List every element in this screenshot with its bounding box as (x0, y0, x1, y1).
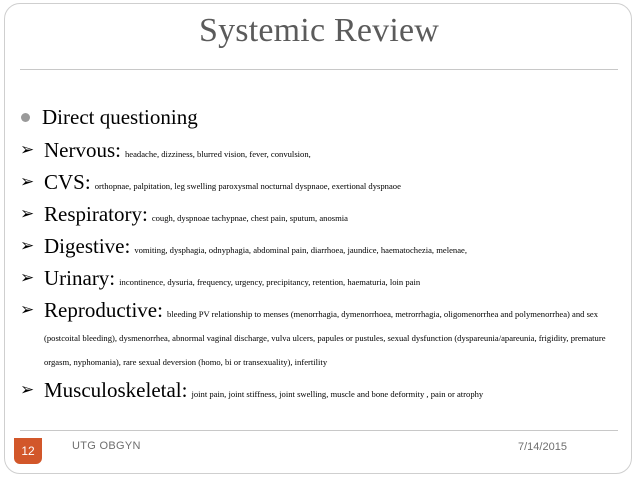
item-detail: cough, dyspnoae tachypnae, chest pain, sputum, anosmia (151, 213, 348, 223)
arrow-bullet-icon: ➢ (20, 140, 35, 160)
item-detail: headache, dizziness, blurred vision, fever, convulsion, (125, 149, 311, 159)
list-item-digestive (18, 234, 624, 261)
list-item-urinary (18, 266, 624, 293)
footer-divider (20, 430, 618, 431)
title-divider (20, 69, 618, 70)
arrow-bullet-icon: ➢ (20, 380, 35, 400)
arrow-bullet-icon: ➢ (20, 268, 35, 288)
list-item-nervous (18, 138, 624, 165)
list-item-cvs (18, 170, 624, 197)
arrow-bullet-icon: ➢ (20, 204, 35, 224)
item-heading: CVS: (44, 170, 91, 194)
bullet-dot-icon (21, 113, 30, 122)
slide-title: Systemic Review (198, 12, 440, 49)
slide-body (18, 104, 624, 410)
item-detail: incontinence, dysuria, frequency, urgency, precipitancy, retention, haematuria, loin pain (119, 277, 421, 287)
item-heading: Reproductive: (44, 298, 163, 322)
item-detail: vomiting, dysphagia, odnyphagia, abdominal pain, diarrhoea, jaundice, haematochezia, melenae, (134, 245, 467, 255)
arrow-bullet-icon: ➢ (20, 300, 35, 320)
item-heading: Urinary: (44, 266, 116, 290)
item-detail: bleeding PV relationship to menses (menorrhagia, dymenorrhoea, metrorrhagia, oligomenorrhea and polymenorrhea) and sex (postcoital bleeding), dysmenorrhea, abnormal vaginal discharge, vulva ulcers, papules or pustules, sexual dysfunction (dyspareunia/apareunia, frigidity, premature orgasm, nyphomania), rare sexual deversion (homo, bi or transexuality), infertility (44, 309, 606, 367)
footer-text: UTG OBGYN (72, 440, 141, 452)
arrow-bullet-icon: ➢ (20, 236, 35, 256)
item-heading: Nervous: (44, 138, 121, 162)
list-item-reproductive (18, 298, 624, 373)
main-bullet (18, 104, 624, 130)
main-bullet-text: Direct questioning (42, 105, 198, 129)
item-heading: Musculoskeletal: (44, 378, 188, 402)
list-item-respiratory (18, 202, 624, 229)
item-detail: orthopnae, palpitation, leg swelling paroxysmal nocturnal dyspnaoe, exertional dyspnaoe (94, 181, 401, 191)
item-heading: Digestive: (44, 234, 131, 258)
list-item-musculoskeletal (18, 378, 624, 405)
arrow-bullet-icon: ➢ (20, 172, 35, 192)
footer-date: 7/14/2015 (518, 441, 567, 453)
item-heading: Respiratory: (44, 202, 148, 226)
page-number-badge: 12 (14, 438, 42, 464)
item-detail: joint pain, joint stiffness, joint swelling, muscle and bone deformity , pain or atrophy (191, 389, 484, 399)
